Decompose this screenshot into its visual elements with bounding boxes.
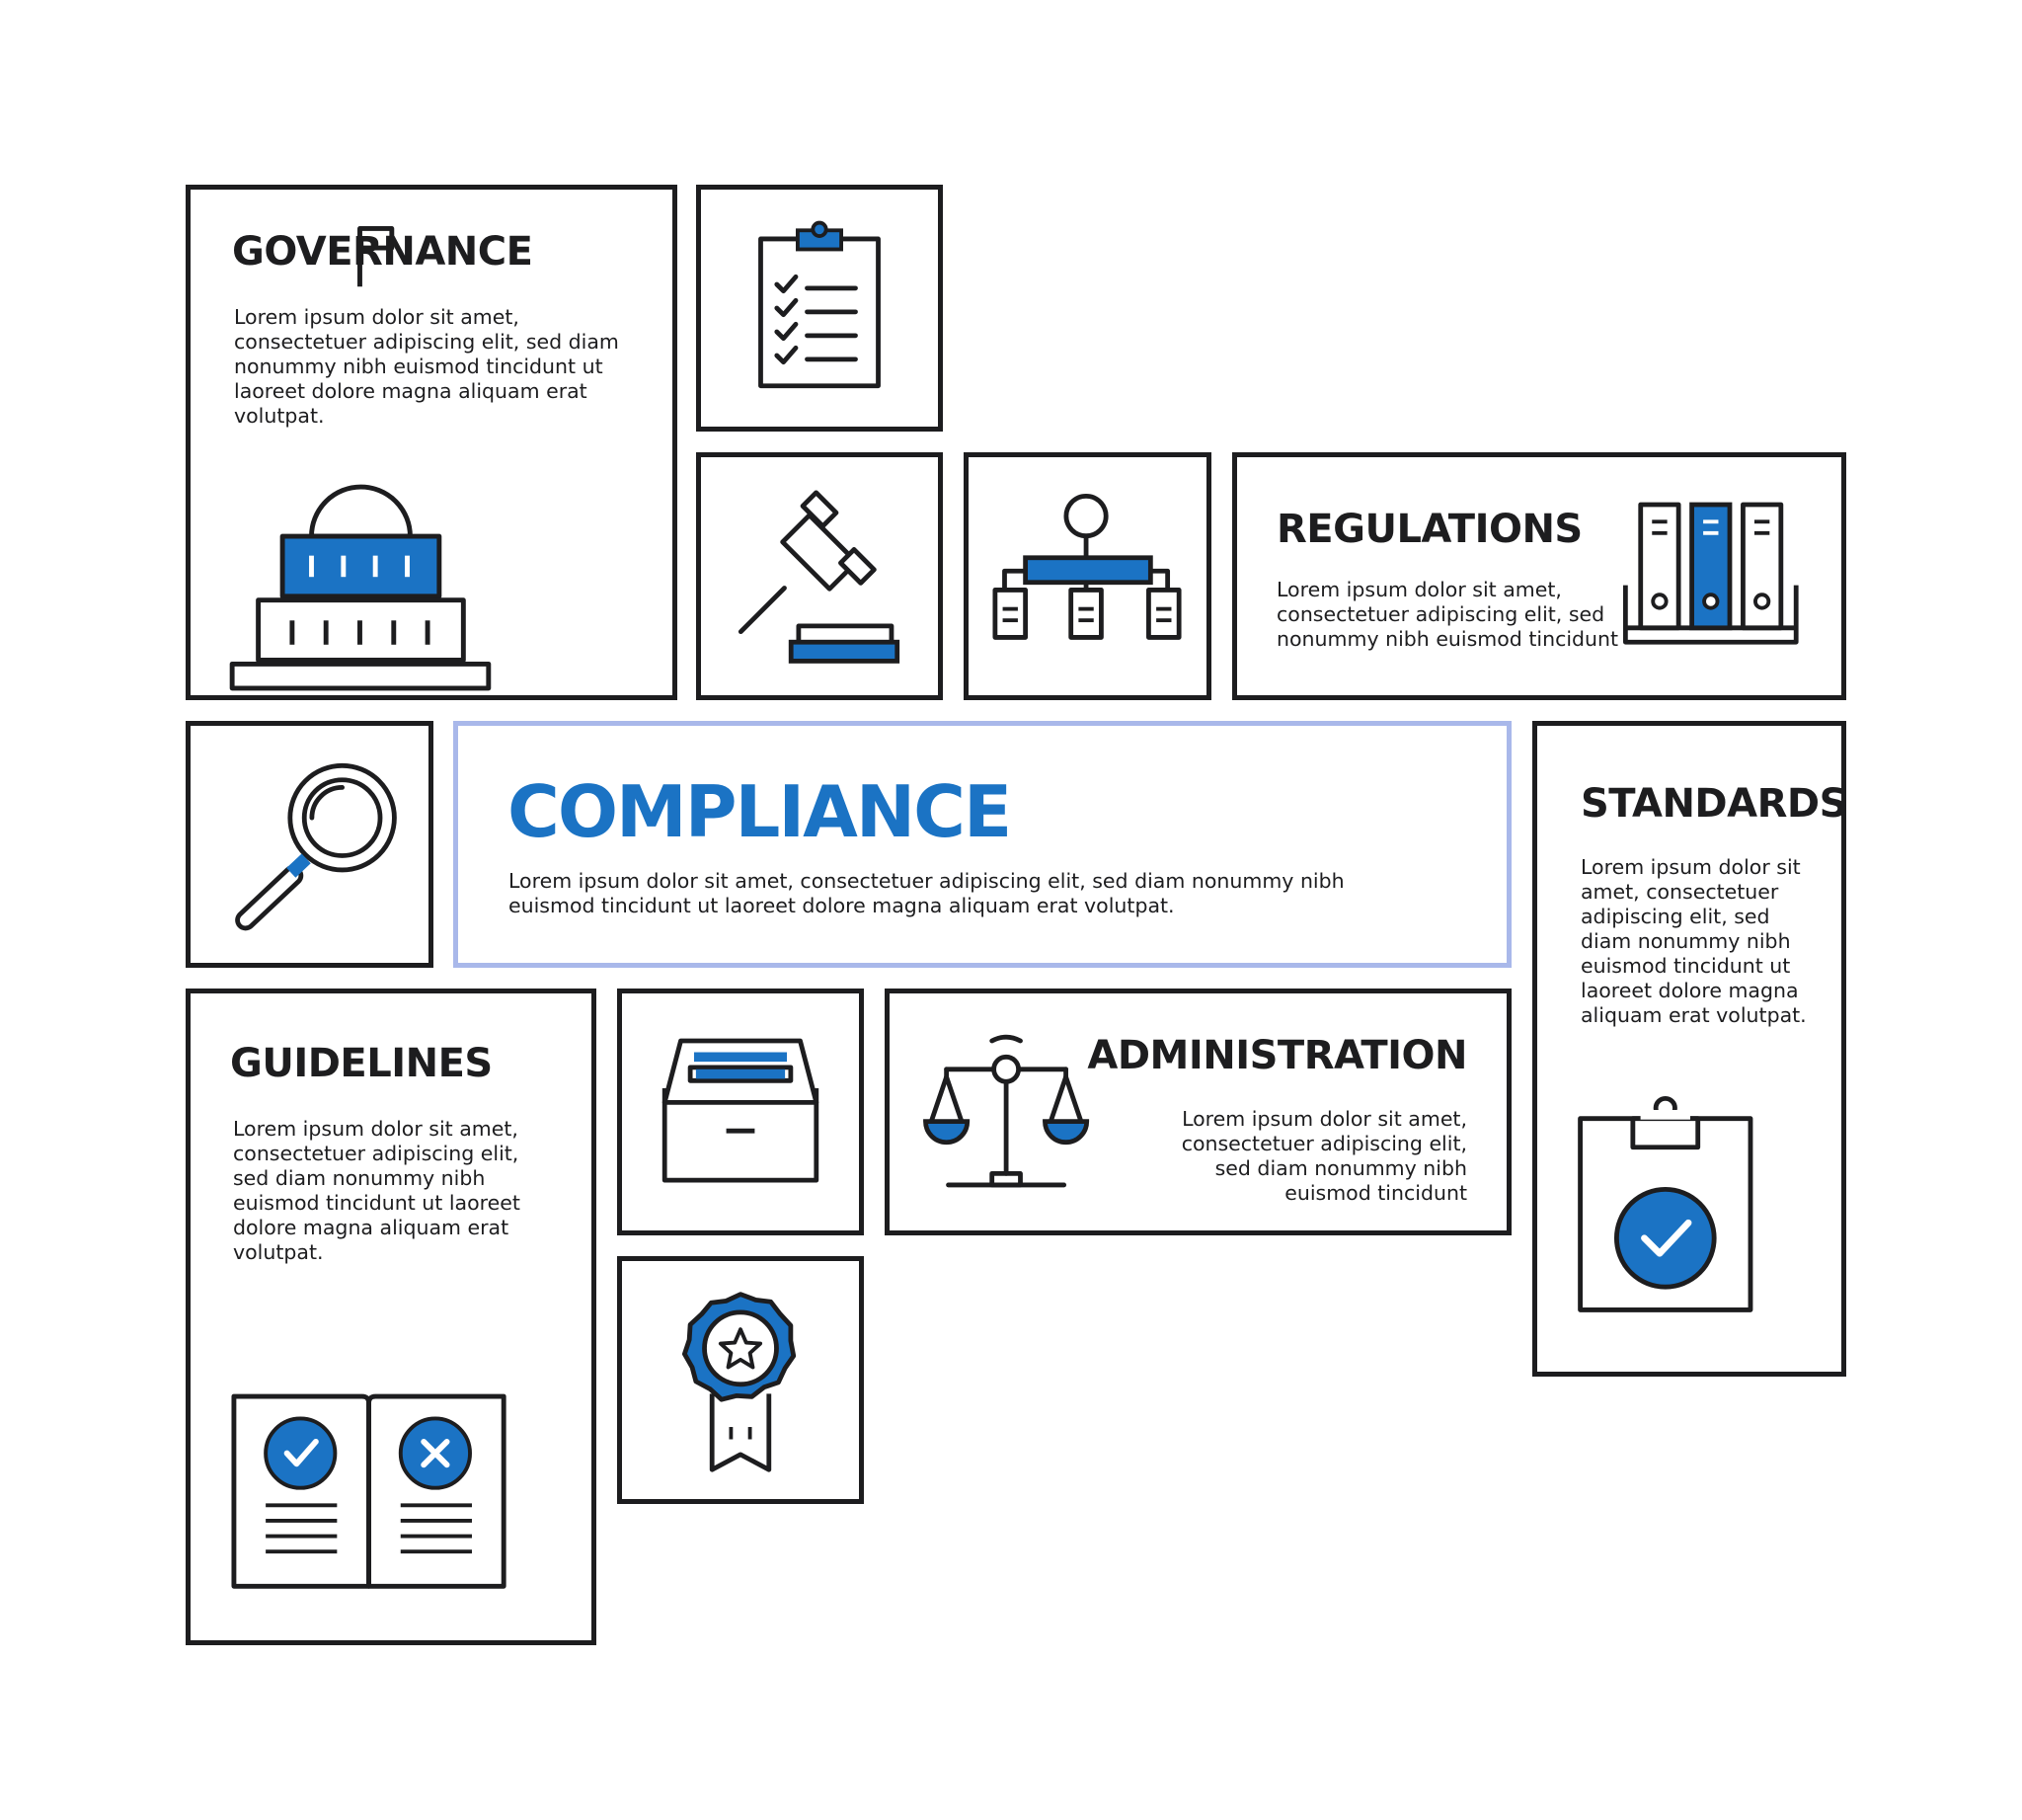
magnifier-icon	[191, 726, 428, 963]
compliance-title: COMPLIANCE	[507, 770, 1011, 853]
checklist-tile	[696, 185, 943, 432]
regulations-card	[1232, 452, 1846, 700]
award-tile	[617, 1256, 864, 1504]
guidelines-title: GUIDELINES	[230, 1041, 493, 1086]
guidelines-card	[186, 989, 596, 1645]
governance-title: GOVERNANCE	[232, 229, 533, 275]
administration-card	[885, 989, 1512, 1235]
gavel-tile	[696, 452, 943, 700]
org-chart-icon	[969, 457, 1206, 695]
governance-text: Lorem ipsum dolor sit amet, consectetuer adipiscing elit, sed diam nonummy nibh euismod tincidunt ut laoreet dolore magna aliquam erat volutpat.	[234, 305, 619, 428]
org-chart-tile	[964, 452, 1211, 700]
archive-tile	[617, 989, 864, 1235]
open-book-do-dont-icon	[191, 993, 591, 1640]
administration-title: ADMINISTRATION	[1087, 1033, 1467, 1078]
administration-text: Lorem ipsum dolor sit amet, consectetuer adipiscing elit, sed diam nonummy nibh euismod tincidunt	[1181, 1107, 1467, 1205]
gavel-icon	[701, 457, 938, 695]
magnifier-tile	[186, 721, 433, 968]
compliance-text: Lorem ipsum dolor sit amet, consectetuer adipiscing elit, sed diam nonummy nibh euismod tincidunt ut laoreet dolore magna aliquam erat volutpat.	[508, 869, 1345, 917]
checklist-clipboard-icon	[701, 190, 938, 427]
governance-card	[186, 185, 677, 700]
standards-title: STANDARDS	[1581, 781, 1847, 827]
compliance-card	[453, 721, 1512, 968]
regulations-text: Lorem ipsum dolor sit amet, consectetuer adipiscing elit, sed nonummy nibh euismod tincidunt	[1277, 578, 1619, 651]
binders-icon	[1237, 457, 1841, 695]
award-badge-icon	[622, 1261, 859, 1499]
regulations-title: REGULATIONS	[1277, 507, 1583, 552]
standards-text: Lorem ipsum dolor sit amet, consectetuer adipiscing elit, sed diam nonummy nibh euismod tincidunt ut laoreet dolore magna aliquam erat volutpat.	[1581, 855, 1807, 1027]
archive-box-icon	[622, 993, 859, 1230]
standards-card	[1532, 721, 1846, 1377]
guidelines-text: Lorem ipsum dolor sit amet, consectetuer adipiscing elit, sed diam nonummy nibh euismod tincidunt ut laoreet dolore magna aliquam erat volutpat.	[233, 1117, 520, 1264]
